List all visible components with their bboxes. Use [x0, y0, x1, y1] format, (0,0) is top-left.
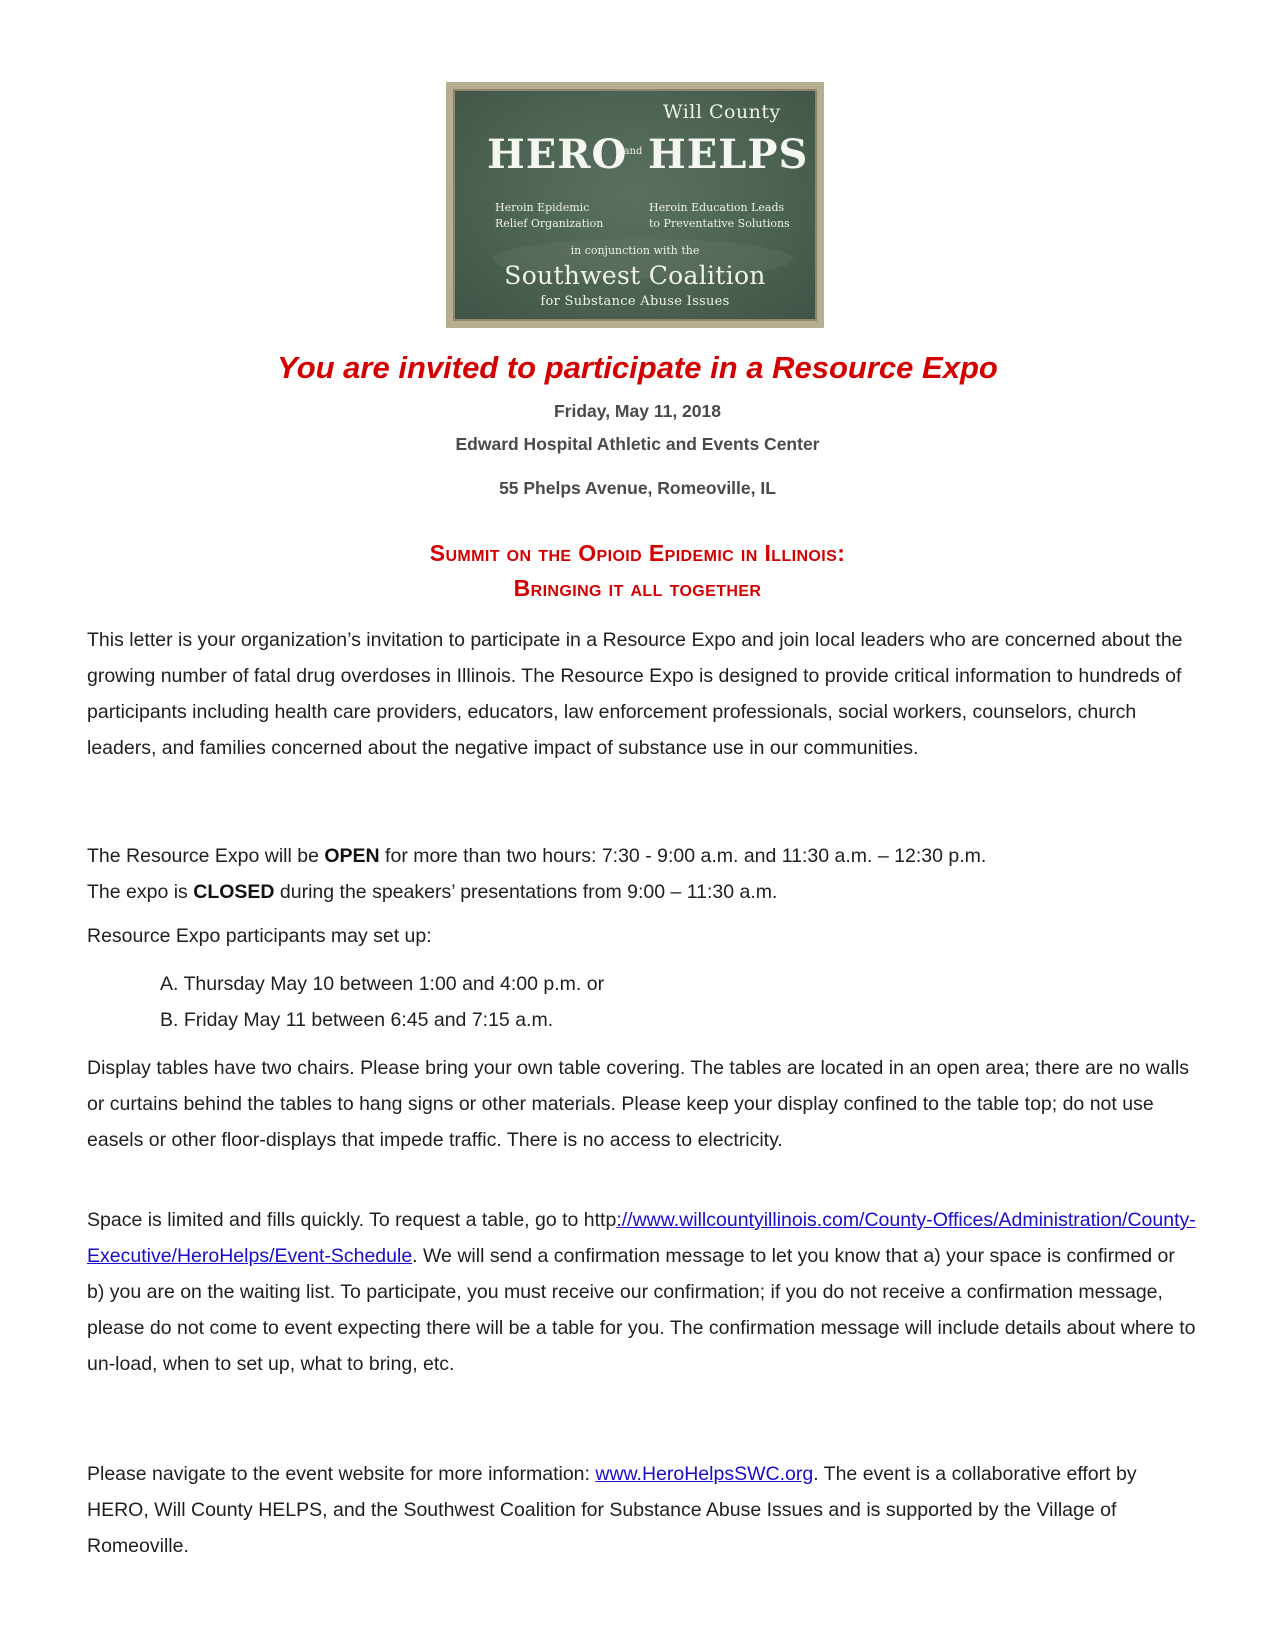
logo-helps-desc-line2: to Preventative Solutions	[649, 217, 790, 230]
hours-text-1b: for more than two hours: 7:30 - 9:00 a.m. and 11:30 a.m. – 12:30 p.m.	[379, 845, 987, 867]
space-text-a: Space is limited and fills quickly. To request a table, go to http	[87, 1209, 617, 1231]
intro-paragraph: This letter is your organization’s invitation to participate in a Resource Expo and join local leaders who are concerned about the growing number of fatal drug overdoses in Illinois. The Resource Expo is designed to provide critical information to hundreds of participants including health care providers, educators, law enforcement professionals, social workers, counselors, church leaders, and families concerned about the negative impact of substance use in our communities.	[87, 629, 1183, 759]
list-item: B. Friday May 11 between 6:45 and 7:15 a.m.	[160, 1009, 554, 1031]
invite-title: You are invited to participate in a Resource Expo	[277, 350, 998, 385]
space-paragraph	[87, 1202, 1197, 1382]
hours-line-closed	[87, 874, 1197, 910]
logo-and: and	[623, 146, 643, 157]
logo-hero-desc-line1: Heroin Epidemic	[495, 201, 590, 214]
hours-open-emphasis: OPEN	[324, 845, 380, 867]
hours-text-1a: The Resource Expo will be	[87, 845, 325, 867]
hours-line-open	[87, 838, 1197, 874]
logo-hero: HERO	[487, 131, 628, 178]
display-paragraph: Display tables have two chairs. Please bring your own table covering. The tables are located in an open area; there are no walls or curtains behind the tables to hang signs or other materials. Please keep your display confined to the table top; do not use easels or other floor-displays that impede traffic. There is no access to electricity.	[87, 1057, 1190, 1151]
closing-text-b: . The event is a collaborative effort by HERO, Will County HELPS, and the Southwest Coalition for Substance Abuse Issues and is supported by the Village of Romeoville.	[87, 1463, 1137, 1557]
logo-coalition-sub: for Substance Abuse Issues	[540, 294, 730, 309]
logo-conjunction: in conjunction with the	[570, 244, 700, 257]
summit-title-line1: Summit on the Opioid Epidemic in Illinois:	[429, 540, 846, 566]
event-address: 55 Phelps Avenue, Romeoville, IL	[499, 478, 776, 498]
space-text-b: . We will send a confirmation message to let you know that a) your space is confirmed or b) you are on the waiting list. To participate, you must receive our confirmation; if you do not receive a confirmation message, please do not come to event expecting there will be a table for you. The confirmation message will include details about where to un-load, when to set up, what to bring, etc.	[87, 1245, 1196, 1375]
event-venue: Edward Hospital Athletic and Events Center	[455, 434, 820, 454]
hero-helps-logo	[446, 82, 824, 328]
logo-helps-desc-line1: Heroin Education Leads	[649, 201, 785, 214]
event-website-link[interactable]: www.HeroHelpsSWC.org	[595, 1463, 814, 1485]
closing-text-a: Please navigate to the event website for more information:	[87, 1463, 596, 1485]
event-date: Friday, May 11, 2018	[553, 401, 721, 421]
event-schedule-link[interactable]: ://www.willcountyillinois.com/County-Offices/Administration/County-Executive/HeroHelps/Event-Schedule	[87, 1209, 1196, 1267]
hours-closed-emphasis: CLOSED	[193, 881, 275, 903]
logo-hero-description	[495, 200, 603, 232]
summit-title-line2: Bringing it all together	[513, 575, 762, 601]
logo-helps: HELPS	[648, 131, 809, 178]
setup-intro: Resource Expo participants may set up:	[87, 925, 432, 947]
logo-coalition: Southwest Coalition	[504, 261, 766, 290]
hours-text-2b: during the speakers’ presentations from 9:00 – 11:30 a.m.	[274, 881, 778, 903]
hours-paragraph	[87, 838, 1197, 910]
setup-options-list	[160, 966, 1060, 1038]
list-item: A. Thursday May 10 between 1:00 and 4:00 p.m. or	[160, 973, 605, 995]
logo-hero-desc-line2: Relief Organization	[495, 217, 604, 230]
closing-paragraph	[87, 1456, 1197, 1564]
logo-will-county: Will County	[663, 101, 781, 123]
hours-text-2a: The expo is	[87, 881, 194, 903]
logo-helps-description	[649, 200, 790, 232]
